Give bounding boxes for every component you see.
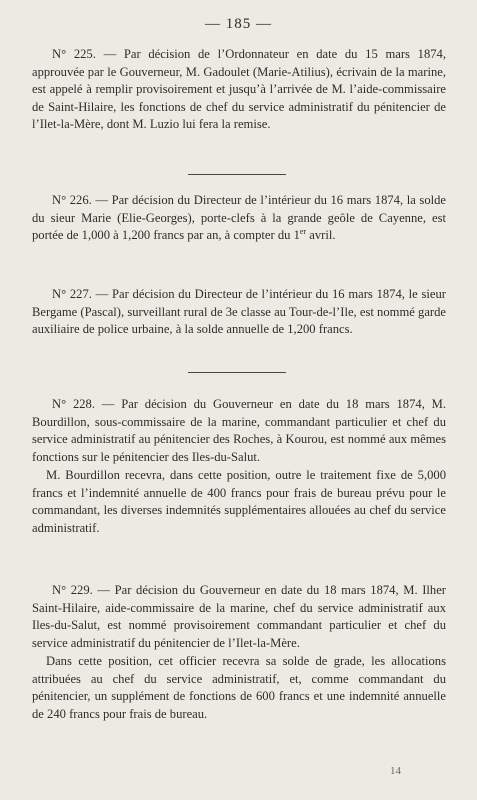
entry-paragraph: Dans cette position, cet officier recevra sa solde de grade, les allocations attribuées au chef du service administratif, et, comme commandant du pénitencier, un supplément de fonctions de 600 francs et une indemnité annuelle de 240 francs pour frais de bureau. bbox=[32, 654, 446, 721]
page-signature: 14 bbox=[390, 765, 401, 777]
superscript: er bbox=[299, 227, 307, 236]
entry-227 bbox=[32, 286, 446, 339]
page-number: — 185 — bbox=[205, 16, 272, 32]
entry-225 bbox=[32, 46, 446, 134]
separator-rule bbox=[188, 174, 286, 175]
entry-paragraph: N° 228. — Par décision du Gouverneur en date du 18 mars 1874, M. Bourdillon, sous-commissaire de la marine, commandant particulier et chef du service administratif au pénitencier des Roches, à Kourou, est nommé aux mêmes fonctions sur le pénitencier des Iles-du-Salut. bbox=[32, 397, 446, 464]
entry-text: N° 226. — Par décision du Directeur de l’intérieur du 16 mars 1874, la solde du sieur Marie (Elie-Georges), porte-clefs à la grande geôle de Cayenne, est portée de 1,000 à 1,200 francs par an, à compter du 1 bbox=[32, 193, 446, 242]
entry-paragraph: N° 229. — Par décision du Gouverneur en date du 18 mars 1874, M. Ilher Saint-Hilaire, aide-commissaire de la marine, chef du service administratif aux Iles-du-Salut, est nommé provisoirement commandant particulier et chef du service administratif du pénitencier de l’Ilet-la-Mère. bbox=[32, 583, 446, 650]
separator-rule bbox=[188, 372, 286, 373]
entry-text-tail: avril. bbox=[306, 228, 336, 242]
entry-228 bbox=[32, 396, 446, 537]
entry-paragraph: N° 227. — Par décision du Directeur de l’intérieur du 16 mars 1874, le sieur Bergame (Pascal), surveillant rural de 3e classe au Tour-de-l’Ile, est nommé garde auxiliaire de police urbaine, à la solde annuelle de 1,200 francs. bbox=[32, 287, 446, 336]
entry-229 bbox=[32, 582, 446, 723]
entry-paragraph bbox=[32, 192, 446, 245]
entry-226 bbox=[32, 192, 446, 245]
entry-paragraph: N° 225. — Par décision de l’Ordonnateur en date du 15 mars 1874, approuvée par le Gouverneur, M. Gadoulet (Marie-Atilius), écrivain de la marine, est appelé à remplir provisoirement et jusqu’à l’arrivée de M. l’aide-commissaire de Saint-Hilaire, les fonctions de chef du service administratif du pénitencier de l’Ilet-la-Mère, dont M. Luzio lui fera la remise. bbox=[32, 47, 446, 131]
entry-paragraph: M. Bourdillon recevra, dans cette position, outre le traitement fixe de 5,000 francs et l’indemnité annuelle de 400 francs pour frais de bureau prévu pour le commandant, les diverses indemnités supplémentaires allouées au chef du service administratif. bbox=[32, 468, 446, 535]
